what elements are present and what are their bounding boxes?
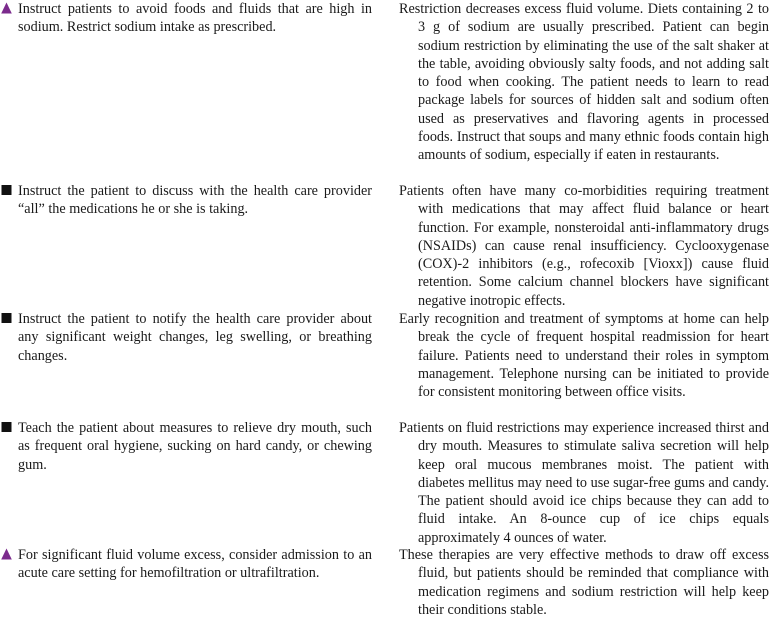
rationale-text: Restriction decreases excess fluid volume. Diets containing 2 to 3 g of sodium are usually prescribed. Patient can begin sodium restriction by eliminating the use of the salt shaker at the table, avoiding obviously salty foods, and not adding salt to food when cooking. The patient needs to learn to read package labels for sources of hidden salt and sodium often used as preservatives and flavoring agents in processed foods. Instruct that soups and many ethnic foods contain high amounts of sodium, especially if eaten in restaurants. [399,1,769,164]
rationale-text: Patients on fluid restrictions may experience increased thirst and dry mouth. Measures to stimulate saliva secretion will help keep oral mucous membranes moist. The patient with diabetes mellitus may need to use sugar-free gums and candy. The patient should avoid ice chips because they can add to fluid intake. An 8-ounce cup of ice chips equals approximately 4 ounces of water. [399,420,769,546]
rationale-text: Early recognition and treatment of symptoms at home can help break the cycle of frequent hospital readmission for heart failure. Patients need to understand their roles in symptom management. Telephone nursing can be initiated to provide for consistent monitoring between office visits. [399,311,769,401]
intervention-text: Instruct the patient to discuss with the health care provider “all” the medications he or she is taking. [18,183,372,218]
triangle-icon [1,548,12,560]
intervention-text: Instruct the patient to notify the health care provider about any significant weight changes, leg swelling, or breathing changes. [18,311,372,364]
square-icon [1,184,12,196]
intervention-text: Teach the patient about measures to relieve dry mouth, such as frequent oral hygiene, sucking on hard candy, or chewing gum. [18,420,372,473]
square-icon [1,312,12,324]
intervention-text: For significant fluid volume excess, consider admission to an acute care setting for hemofiltration or ultrafiltration. [18,547,372,582]
intervention-text: Instruct patients to avoid foods and fluids that are high in sodium. Restrict sodium intake as prescribed. [18,1,372,36]
square-icon [1,421,12,433]
rationale-text: Patients often have many co-morbidities requiring treatment with medications that may affect fluid balance or heart function. For example, nonsteroidal anti-inflammatory drugs (NSAIDs) can cause renal insufficiency. Cyclooxygenase (COX)-2 inhibitors (e.g., rofecoxib [Vioxx]) cause fluid retention. Some calcium channel blockers have significant negative inotropic effects. [399,183,769,309]
triangle-icon [1,2,12,14]
rationale-text: These therapies are very effective methods to draw off excess fluid, but patients should be reminded that compliance with medication regimens and sodium restriction will help keep their conditions stable. [399,547,769,618]
